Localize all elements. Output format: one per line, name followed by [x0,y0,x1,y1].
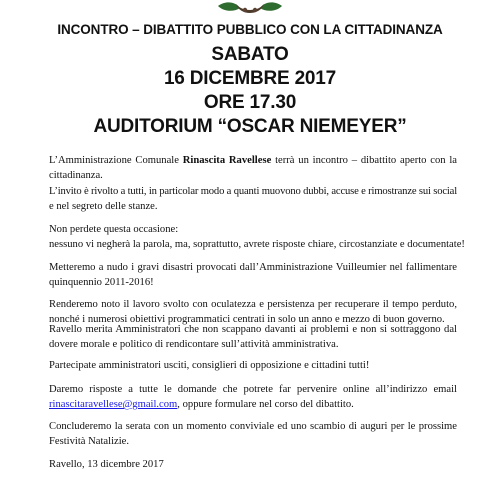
signature-line: Ravello, 13 dicembre 2017 [49,459,164,470]
event-venue: AUDITORIUM “OSCAR NIEMEYER” [93,116,407,137]
paragraph-closing-line-1: Concluderemo la serata con un momento conviviale ed uno scambio di auguri per le prossime [49,421,457,432]
logo-berry-1 [243,8,247,12]
paragraph-work-line-1: Renderemo noto il lavoro svolto con oculatezza e persistenza per recuperare il tempo perduto, [49,299,457,310]
paragraph-disasters [49,260,457,290]
paragraph-invitation-line-1: L’invito è rivolto a tutti, in particolar modo a quanti muovono dubbi, accuse e rimostranze sui social [49,186,458,197]
event-day: SABATO [211,44,289,65]
paragraph-participate-line-1: Partecipate amministratori usciti, consiglieri di opposizione e cittadini tutti! [49,360,370,371]
paragraph-intro [49,153,457,183]
paragraph-intro-line-1 [49,153,457,168]
intro-suffix: terrà un incontro – dibattito aperto con la [271,155,458,166]
intro-prefix: L’Amministrazione Comunale [49,155,183,166]
signature-date [49,457,457,472]
paragraph-occasion [49,222,465,252]
paragraph-invitation [49,184,457,214]
paragraph-ravello [49,322,457,352]
paragraph-ravello-line-2: dovere morale e politico di rendicontare sull’attività amministrativa. [49,339,339,350]
paragraph-ravello-line-1: Ravello merita Amministratori che non scappano davanti ai problemi e non si sottraggono dal [49,324,457,335]
event-subtitle: INCONTRO – DIBATTITO PUBBLICO CON LA CITTADINANZA [57,22,443,37]
paragraph-work-line-2: nonché i numerosi obiettivi programmatici centrati in solo un anno e mezzo di buon governo. [49,314,445,325]
logo-base [236,4,264,13]
paragraph-closing-line-2: Festività Natalizie. [49,436,130,447]
event-date: 16 DICEMBRE 2017 [163,68,337,89]
paragraph-intro-line-2: cittadinanza. [49,170,103,181]
paragraph-invitation-line-2: e nel segreto delle stanze. [49,201,158,212]
questions-suffix: , oppure formulare nel corso del dibattito. [177,399,354,410]
organization-name: Rinascita Ravellese [182,155,272,166]
paragraph-questions [49,382,457,412]
logo-emblem [0,0,500,22]
paragraph-occasion-line-2: nessuno vi negherà la parola, ma, soprattutto, avrete risposte chiare, circostanziate e documentate! [49,239,465,250]
paragraph-closing [49,419,457,449]
paragraph-disasters-line-1: Metteremo a nudo i gravi disastri provocati dall’Amministrazione Vuilleumier nel fallimentare [49,262,457,273]
logo-berry-2 [253,8,257,12]
email-link[interactable]: rinascitaravellese@gmail.com [49,399,178,410]
paragraph-disasters-line-2: quinquennio 2011-2016! [49,277,154,288]
paragraph-occasion-line-1: Non perdete questa occasione: [49,224,179,235]
paragraph-participate [49,358,457,373]
paragraph-questions-line-2 [49,397,457,412]
event-time: ORE 17.30 [203,92,297,113]
logo-leaf-right [260,2,282,10]
logo-leaf-left [218,2,240,10]
paragraph-questions-line-1: Daremo risposte a tutte le domande che potrete far pervenire online all’indirizzo email [49,384,457,395]
